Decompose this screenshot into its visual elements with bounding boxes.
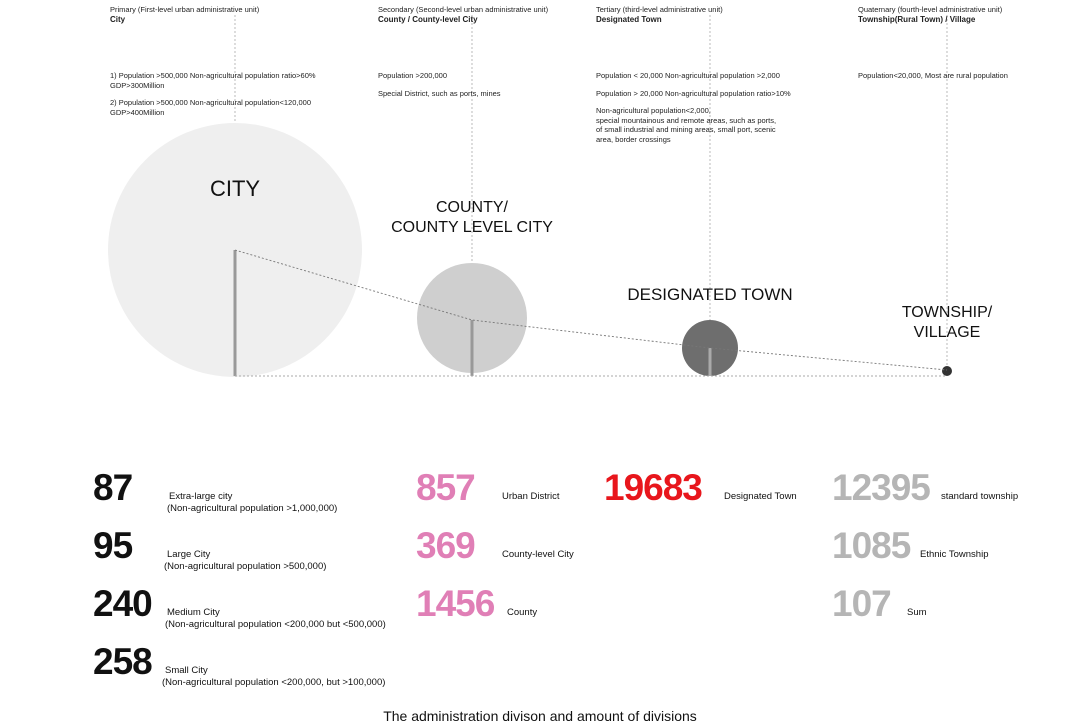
stat-number: 1085 — [832, 525, 911, 566]
stat-label: Urban District — [502, 491, 560, 502]
column-city — [110, 5, 350, 117]
criteria-text: Population < 20,000 Non-agricultural population >2,000 — [596, 71, 780, 80]
column-level: Secondary (Second-level urban administrative unit) — [378, 5, 549, 14]
stat-number: 19683 — [604, 467, 702, 508]
circle-label-township — [880, 303, 1014, 343]
stat-number: 240 — [93, 583, 152, 624]
circle-label-text: COUNTY/ COUNTY LEVEL CITY — [391, 199, 553, 236]
stat-number: 369 — [416, 525, 475, 566]
stat-label: Large City — [167, 549, 211, 560]
circle-label-city: CITY — [209, 176, 261, 201]
stat-number: 857 — [416, 467, 475, 508]
stat-number: 87 — [93, 467, 133, 508]
stat-label: Medium City — [167, 607, 220, 618]
column-level: Tertiary (third-level administrative unit) — [596, 5, 723, 14]
township-circle — [942, 366, 952, 376]
stat-sublabel: (Non-agricultural population >500,000) — [164, 561, 327, 572]
caption: The administration divison and amount of divisions — [383, 708, 697, 724]
criteria-text: Population > 20,000 Non-agricultural population ratio>10% — [596, 88, 791, 98]
criteria-text: 1) Population >500,000 Non-agricultural population ratio>60% GDP>300Million — [110, 71, 316, 90]
column-name: Designated Town — [596, 14, 662, 24]
column-name: Township(Rural Town) / Village — [858, 14, 976, 24]
stat-sublabel: (Non-agricultural population <200,000, but >100,000) — [162, 677, 386, 688]
stat-label: Ethnic Township — [920, 549, 989, 560]
stat-sublabel: (Non-agricultural population >1,000,000) — [167, 503, 338, 514]
stat-number: 12395 — [832, 467, 930, 508]
criteria-text: 2) Population >500,000 Non-agricultural population<120,000 GDP>400Million — [110, 98, 311, 117]
stat-number: 258 — [93, 641, 152, 682]
stat-label: standard township — [941, 491, 1019, 502]
column-name: City — [110, 14, 126, 24]
column-township — [858, 5, 1073, 81]
stat-number: 95 — [93, 525, 133, 566]
column-county — [378, 5, 598, 98]
stat-label: County — [507, 607, 538, 618]
stat-label: Extra-large city — [169, 491, 233, 502]
stat-number: 107 — [832, 583, 891, 624]
criteria-text: Non-agricultural population<2,000, special mountainous and remote areas, such as ports, of small industrial and mining areas, small port, scenic area, border crossings — [596, 106, 777, 144]
stat-label: Sum — [907, 607, 927, 618]
column-town — [596, 5, 826, 144]
circle-label-text: TOWNSHIP/ VILLAGE — [901, 304, 993, 341]
criteria-text: Population<20,000, Most are rural population — [858, 71, 1008, 80]
column-name: County / County-level City — [378, 14, 478, 24]
stat-label: Designated Town — [724, 491, 797, 502]
criteria-text: Population >200,000 — [378, 71, 448, 80]
column-level: Primary (First-level urban administrative unit) — [110, 5, 260, 14]
circle-label-town: DESIGNATED TOWN — [627, 285, 793, 304]
stat-label: County-level City — [502, 549, 574, 560]
stat-label: Small City — [165, 665, 208, 676]
column-level: Quaternary (fourth-level administrative unit) — [858, 5, 1003, 14]
stat-number: 1456 — [416, 583, 495, 624]
stat-sublabel: (Non-agricultural population <200,000 but <500,000) — [165, 619, 386, 630]
circle-label-county — [372, 198, 572, 238]
criteria-text: Special District, such as ports, mines — [378, 88, 501, 98]
